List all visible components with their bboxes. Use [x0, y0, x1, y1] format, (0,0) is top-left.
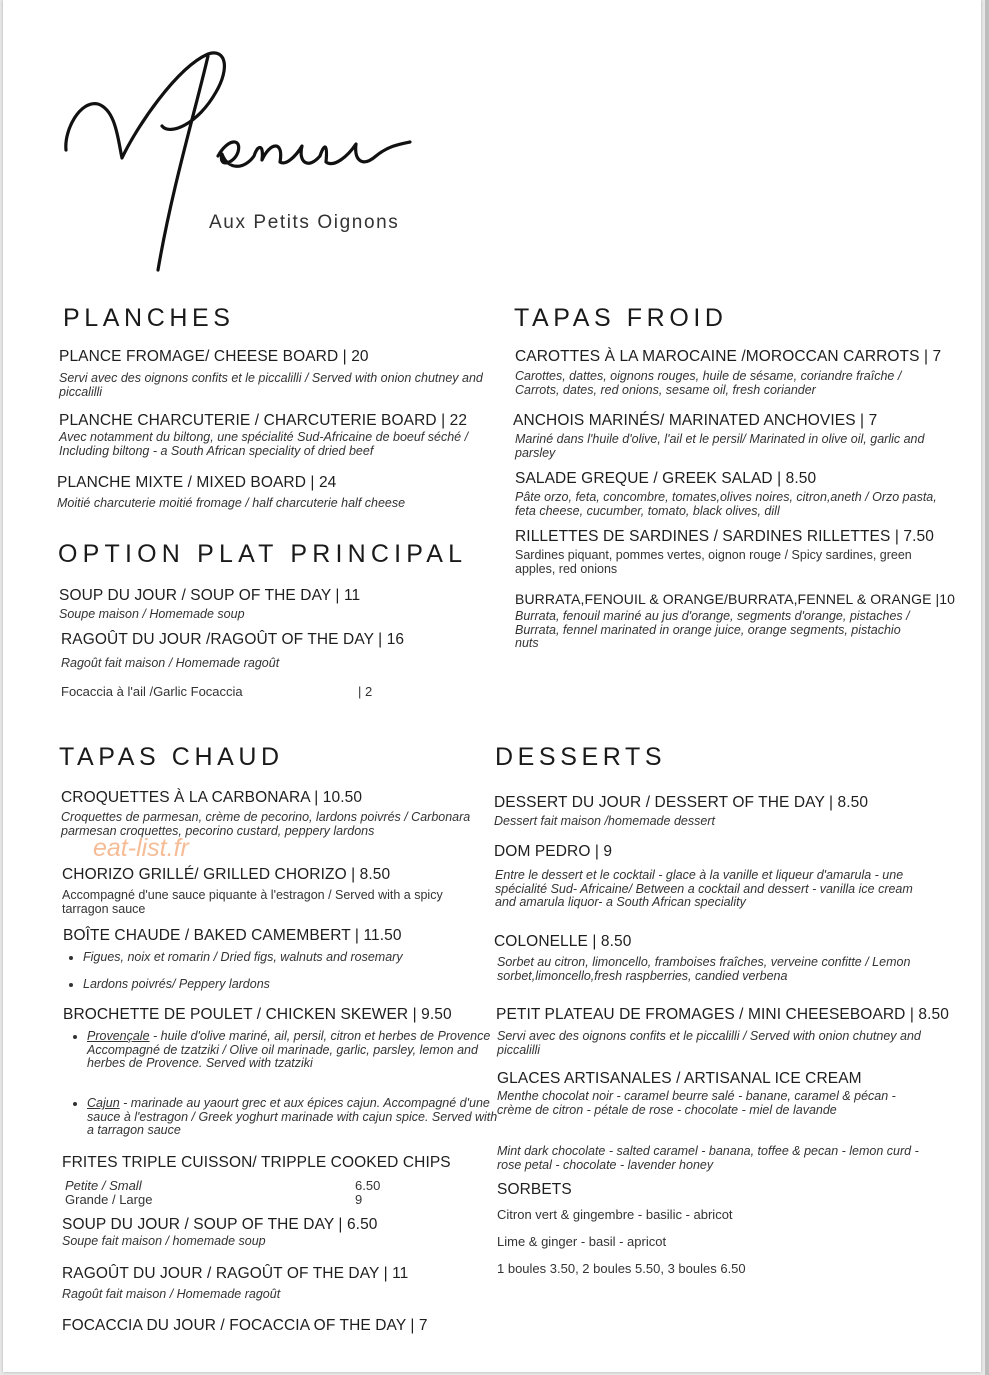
item-name: SALADE GREQUE / GREEK SALAD | 8.50 [515, 470, 817, 487]
item-name: SORBETS [497, 1181, 572, 1198]
section-title-planches: PLANCHES [63, 304, 235, 332]
item-description: Soupe maison / Homemade soup [59, 607, 245, 621]
restaurant-subtitle: Aux Petits Oignons [209, 212, 400, 233]
list-item: • Cajun - marinade au yaourt grec et aux épices cajun. Accompagné d'une sauce à l'estragon / Greek yoghurt marinade with cajun spice. Served with a tarragon sauce [87, 1097, 501, 1138]
item-description: Ragoût fait maison / Homemade ragoût [62, 1287, 281, 1301]
list-item: • Provençale - huile d'olive mariné, ail, persil, citron et herbes de Provence Accompagné de tzatziki / Olive oil marinade, garlic, parsley, lemon and herbes de Provence. Served with tzatziki [87, 1030, 501, 1071]
sorbet-prices: 1 boules 3.50, 2 boules 5.50, 3 boules 6.50 [497, 1261, 746, 1276]
size-label: Grande / Large [65, 1192, 153, 1207]
item-name: CAROTTES À LA MAROCAINE /MOROCCAN CARROTS | 7 [515, 348, 942, 365]
sorbet-flavours-fr: Citron vert & gingembre - basilic - abricot [497, 1207, 733, 1222]
focaccia-price: | 2 [358, 684, 373, 699]
item-description: Ragoût fait maison / Homemade ragoût [61, 656, 280, 670]
item-name: GLACES ARTISANALES / ARTISANAL ICE CREAM [497, 1070, 862, 1087]
list-item: • Lardons poivrés/ Peppery lardons [83, 978, 503, 992]
section-title-tapas-chaud: TAPAS CHAUD [59, 743, 284, 771]
watermark: eat-list.fr [93, 834, 189, 862]
item-name: SOUP DU JOUR / SOUP OF THE DAY | 11 [59, 587, 361, 604]
item-name: ANCHOIS MARINÉS/ MARINATED ANCHOVIES | 7 [513, 412, 878, 429]
page-edge [985, 0, 989, 1375]
item-name: RAGOÛT DU JOUR /RAGOÛT OF THE DAY | 16 [61, 631, 405, 648]
camembert-options [59, 978, 503, 992]
size-price: 9 [355, 1192, 363, 1207]
item-name: BOÎTE CHAUDE / BAKED CAMEMBERT | 11.50 [63, 927, 402, 944]
item-description: Croquettes de parmesan, crème de pecorino, lardons poivrés / Carbonara parmesan croquettes, pecorino custard, peppery lardons [61, 810, 471, 838]
camembert-options [59, 951, 503, 965]
item-description: Accompagné d'une sauce piquante à l'estragon / Served with a spicy tarragon sauce [62, 888, 443, 916]
item-description: Mint dark chocolate - salted caramel - banana, toffee & pecan - lemon curd - rose petal - chocolate - lavender honey [497, 1144, 919, 1172]
item-description: Moitié charcuterie moitié fromage / half charcuterie half cheese [57, 496, 406, 510]
item-name: FOCACCIA DU JOUR / FOCACCIA OF THE DAY | 7 [62, 1317, 428, 1334]
item-name: DESSERT DU JOUR / DESSERT OF THE DAY | 8.50 [494, 794, 869, 811]
size-label: Petite / Small [65, 1178, 142, 1193]
list-item: • Figues, noix et romarin / Dried figs, walnuts and rosemary [83, 951, 503, 965]
item-name: CHORIZO GRILLÉ/ GRILLED CHORIZO | 8.50 [62, 866, 391, 883]
item-name: CROQUETTES À LA CARBONARA | 10.50 [61, 789, 363, 806]
item-name: BROCHETTE DE POULET / CHICKEN SKEWER | 9.50 [63, 1006, 452, 1023]
menu-page [3, 0, 981, 1372]
item-name: PETIT PLATEAU DE FROMAGES / MINI CHEESEBOARD | 8.50 [496, 1006, 949, 1023]
item-name: SOUP DU JOUR / SOUP OF THE DAY | 6.50 [62, 1216, 378, 1233]
item-name: DOM PEDRO | 9 [494, 843, 613, 860]
focaccia-name: Focaccia à l'ail /Garlic Focaccia [61, 684, 243, 699]
item-name: BURRATA,FENOUIL & ORANGE/BURRATA,FENNEL & ORANGE |10 [515, 591, 956, 607]
item-description: Menthe chocolat noir - caramel beurre salé - banane, caramel & pécan - crème de citron - pétale de rose - chocolate - miel de lavande [497, 1089, 896, 1117]
item-name: RAGOÛT DU JOUR / RAGOÛT OF THE DAY | 11 [62, 1265, 409, 1282]
item-name: RILLETTES DE SARDINES / SARDINES RILLETTES | 7.50 [515, 528, 934, 545]
section-title-tapas-froid: TAPAS FROID [514, 304, 728, 332]
item-description: Sardines piquant, pommes vertes, oignon rouge / Spicy sardines, green apples, red onions [515, 548, 912, 576]
item-name: PLANCHE MIXTE / MIXED BOARD | 24 [57, 474, 337, 491]
sorbet-flavours-en: Lime & ginger - basil - apricot [497, 1234, 667, 1249]
item-name: COLONELLE | 8.50 [494, 933, 632, 950]
section-title-option: OPTION PLAT PRINCIPAL [58, 540, 468, 568]
item-description: Dessert fait maison /homemade dessert [494, 814, 715, 828]
item-description: Mariné dans l'huile d'olive, l'ail et le persil/ Marinated in olive oil, garlic and parsley [515, 432, 925, 460]
item-description: Entre le dessert et le cocktail - glace à la vanille et liqueur d'amarula - une spécialité Sud- Africaine/ Between a cocktail and dessert - vanilla ice cream and amarula liquor- a South African speciality [495, 868, 913, 909]
item-description: Avec notamment du biltong, une spécialité Sud-Africaine de boeuf séché / Including biltong - a South African speciality of dried beef [59, 430, 469, 458]
item-description: Pâte orzo, feta, concombre, tomates,olives noires, citron,aneth / Orzo pasta, feta cheese, cucumber, tomato, black olives, dill [515, 490, 937, 518]
item-description: Sorbet au citron, limoncello, framboises fraîches, verveine confitte / Lemon sorbet,limoncello,fresh raspberries, candied verbena [497, 955, 911, 983]
item-description: Burrata, fenouil mariné au jus d'orange, segments d'orange, pistaches / Burrata, fennel marinated in orange juice, orange segments, pistachio nuts [515, 609, 910, 650]
item-description: Soupe fait maison / homemade soup [62, 1234, 266, 1248]
item-name: FRITES TRIPLE CUISSON/ TRIPPLE COOKED CHIPS [62, 1154, 451, 1171]
item-description: Carottes, dattes, oignons rouges, huile de sésame, coriandre fraîche / Carrots, dates, red onions, sesame oil, fresh coriander [515, 369, 902, 397]
item-description: Servi avec des oignons confits et le piccalilli / Served with onion chutney and piccalilli [497, 1029, 921, 1057]
item-description: Servi avec des oignons confits et le piccalilli / Served with onion chutney and piccalilli [59, 371, 483, 399]
brochette-options [63, 1097, 501, 1138]
section-title-desserts: DESSERTS [495, 743, 667, 771]
size-price: 6.50 [355, 1178, 381, 1193]
item-name: PLANCHE CHARCUTERIE / CHARCUTERIE BOARD | 22 [59, 412, 468, 429]
brochette-options [63, 1030, 501, 1071]
item-name: PLANCE FROMAGE/ CHEESE BOARD | 20 [59, 348, 369, 365]
menu-script-logo [58, 38, 438, 278]
